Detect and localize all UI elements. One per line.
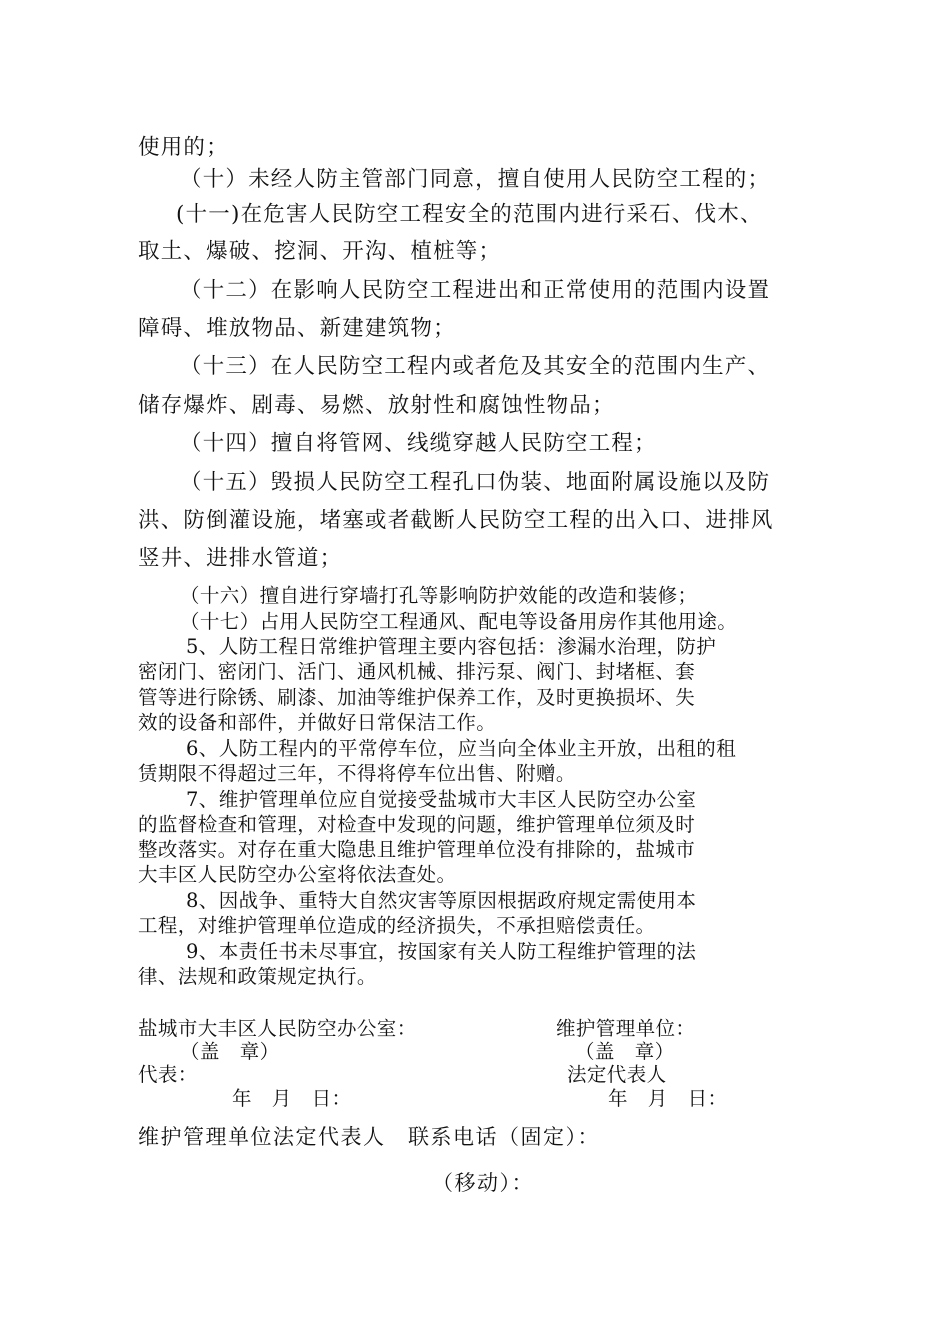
text-line: 律、法规和政策规定执行。 [138, 965, 377, 988]
text-line: （十五）毁损人民防空工程孔口伪装、地面附属设施以及防 [180, 470, 771, 495]
contact-mobile-label: （移动）： [432, 1171, 534, 1195]
text-line: 整改落实。对存在重大隐患且维护管理单位没有排除的，盐城市 [138, 838, 696, 861]
text-line: 储存爆炸、剧毒、易燃、放射性和腐蚀性物品； [138, 393, 615, 418]
text-line: (十一)在危害人民防空工程安全的范围内进行采石、伐木、 [176, 202, 763, 227]
left-seal-label: （盖 章） [180, 1040, 280, 1063]
text-line: 的监督检查和管理，对检查中发现的问题，维护管理单位须及时 [138, 813, 696, 836]
text-line: 7、维护管理单位应自觉接受盐城市大丰区人民防空办公室 [186, 788, 697, 811]
text-line: 效的设备和部件，并做好日常保洁工作。 [138, 711, 497, 734]
text-line: （十六）擅自进行穿墙打孔等影响防护效能的改造和装修； [180, 584, 698, 607]
right-seal-label: （盖 章） [575, 1040, 675, 1063]
text-line: 5、人防工程日常维护管理主要内容包括：渗漏水治理，防护 [186, 635, 717, 658]
right-representative-label: 法定代表人 [567, 1063, 667, 1086]
text-line: 管等进行除锈、刷漆、加油等维护保养工作，及时更换损坏、失 [138, 686, 696, 709]
text-line: 洪、防倒灌设施，堵塞或者截断人民防空工程的出入口、进排风 [138, 508, 774, 533]
text-line: 密闭门、密闭门、活门、通风机械、排污泵、阀门、封堵框、套 [138, 660, 696, 683]
text-line: 8、因战争、重特大自然灾害等原因根据政府规定需使用本 [186, 889, 697, 912]
text-line: （十四）擅自将管网、线缆穿越人民防空工程； [180, 431, 657, 456]
left-org-label: 盐城市大丰区人民防空办公室： [138, 1017, 417, 1040]
text-line: （十三）在人民防空工程内或者危及其安全的范围内生产、 [180, 354, 771, 379]
text-line: 9、本责任书未尽事宜，按国家有关人防工程维护管理的法 [186, 940, 697, 963]
text-line: 取土、爆破、挖洞、开沟、植桩等； [138, 239, 502, 264]
text-line: 大丰区人民防空办公室将依法查处。 [138, 863, 457, 886]
right-date-label: 年 月 日： [608, 1087, 728, 1110]
contact-fixed-label: 维护管理单位法定代表人 联系电话（固定）： [138, 1125, 600, 1149]
text-line: 6、人防工程内的平常停车位，应当向全体业主开放，出租的租 [186, 737, 737, 760]
text-line: （十二）在影响人民防空工程进出和正常使用的范围内设置 [180, 278, 771, 303]
text-line: （十七）占用人民防空工程通风、配电等设备用房作其他用途。 [180, 610, 738, 633]
text-line: 工程，对维护管理单位造成的经济损失，不承担赔偿责任。 [138, 914, 656, 937]
text-line: （十）未经人防主管部门同意，擅自使用人民防空工程的； [180, 167, 771, 192]
text-line: 障碍、堆放物品、新建建筑物； [138, 316, 456, 341]
left-representative-label: 代表： [138, 1063, 198, 1086]
text-line: 竖井、进排水管道； [138, 546, 343, 571]
right-org-label: 维护管理单位： [556, 1017, 696, 1040]
text-line: 赁期限不得超过三年，不得将停车位出售、附赠。 [138, 762, 576, 785]
left-date-label: 年 月 日： [232, 1087, 352, 1110]
text-line: 使用的； [138, 135, 229, 160]
